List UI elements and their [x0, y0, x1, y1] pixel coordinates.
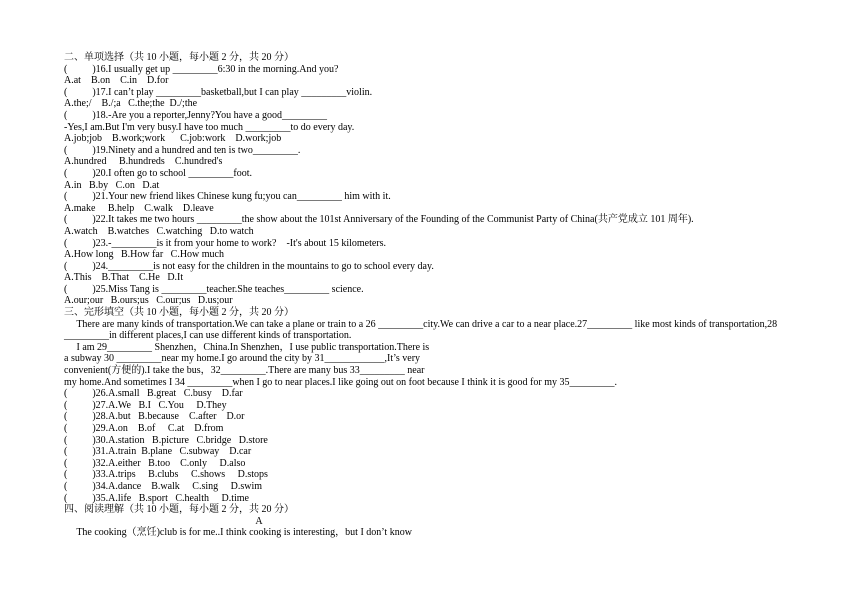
text-line: A.make B.help C.walk D.leave: [64, 202, 214, 214]
text-line: ( )34.A.dance B.walk C.sing D.swim: [64, 480, 263, 492]
text-line: ( )26.A.small B.great C.busy D.far: [64, 388, 243, 400]
text-line: ( )32.A.either B.too C.only D.also: [64, 457, 246, 469]
text-line: A.the;/ B./;a C.the;the D./;the: [64, 98, 198, 110]
text-line: _________in different places,I can use different kinds of transportation.: [64, 330, 352, 342]
text-line: -Yes,I am.But I'm very busy.I have too much _________to do every day.: [64, 121, 355, 133]
text-line: ( )16.I usually get up _________6:30 in the morning.And you?: [64, 63, 339, 75]
text-line: ( )24._________is not easy for the children in the mountains to go to school every day.: [64, 260, 434, 272]
text-line: 二、单项选择（共 10 小题，每小题 2 分，共 20 分）: [64, 52, 294, 63]
exam-page: [64, 52, 834, 539]
text-line: 四、阅读理解（共 10 小题，每小题 2 分，共 20 分）: [64, 504, 294, 516]
text-line: ( )18.-Are you a reporter,Jenny?You have a good_________: [64, 109, 327, 121]
text-line: ( )19.Ninety and a hundred and ten is two_________.: [64, 144, 301, 156]
text-line: ( )22.It takes me two hours _________the show about the 101st Anniversary of the Founding of the Communist Party of China(共产党成立 101 周年).: [64, 214, 694, 226]
text-line: 三、完形填空（共 10 小题，每小题 2 分，共 20 分）: [64, 307, 294, 319]
text-line: A.How long B.How far C.How much: [64, 249, 224, 261]
text-line: ( )28.A.but B.because C.after D.or: [64, 411, 245, 423]
text-line: A.in B.by C.on D.at: [64, 179, 160, 191]
text-line: ( )23.-_________is it from your home to work? -It's about 15 kilometers.: [64, 237, 387, 249]
text-line: ( )27.A.We B.I C.You D.They: [64, 399, 227, 411]
text-line: ( )30.A.station B.picture C.bridge D.store: [64, 434, 268, 446]
text-line: my home.And sometimes I 34 _________when I go to near places.I like going out on foot because I think it is good for my 35_________.: [64, 376, 617, 388]
text-line: ( )21.Your new friend likes Chinese kung fu;you can_________ him with it.: [64, 191, 391, 203]
text-line: ( )17.I can’t play _________basketball,but I can play _________violin.: [64, 86, 373, 98]
text-line: The cooking（烹饪)club is for me..I think cooking is interesting，but I don’t know: [64, 527, 412, 539]
text-line: A.our;our B.ours;us C.our;us D.us;our: [64, 295, 233, 307]
text-line: A: [255, 515, 263, 527]
text-line: ( )25.Miss Tang is _________teacher.She teaches_________ science.: [64, 283, 364, 295]
text-line: ( )35.A.life B.sport C.health D.time: [64, 492, 249, 504]
text-line: ( )33.A.trips B.clubs C.shows D.stops: [64, 469, 268, 481]
text-line: A.at B.on C.in D.for: [64, 75, 169, 87]
text-line: convenient(方便的).I take the bus，32_________.There are many bus 33_________ near: [64, 365, 425, 377]
text-line: A.watch B.watches C.watching D.to watch: [64, 225, 254, 237]
text-line: ( )31.A.train B.plane C.subway D.car: [64, 446, 252, 458]
text-line: A.job;job B.work;work C.job:work D.work;job: [64, 133, 282, 145]
text-line: ( )29.A.on B.of C.at D.from: [64, 423, 224, 434]
text-line: I am 29_________ Shenzhen，China.In Shenzhen，I use public transportation.There is: [64, 341, 430, 353]
text-line: A.This B.That C.He D.It: [64, 272, 184, 284]
text-line: ( )20.I often go to school _________foot.: [64, 167, 253, 179]
text-line: A.hundred B.hundreds C.hundred's: [64, 156, 223, 168]
text-line: There are many kinds of transportation.We can take a plane or train to a 26 _________city.We can drive a car to a near place.27_________ like most kinds of transportation,28: [64, 318, 778, 330]
text-line: a subway 30 _________near my home.I go around the city by 31____________,It’s very: [64, 353, 421, 365]
